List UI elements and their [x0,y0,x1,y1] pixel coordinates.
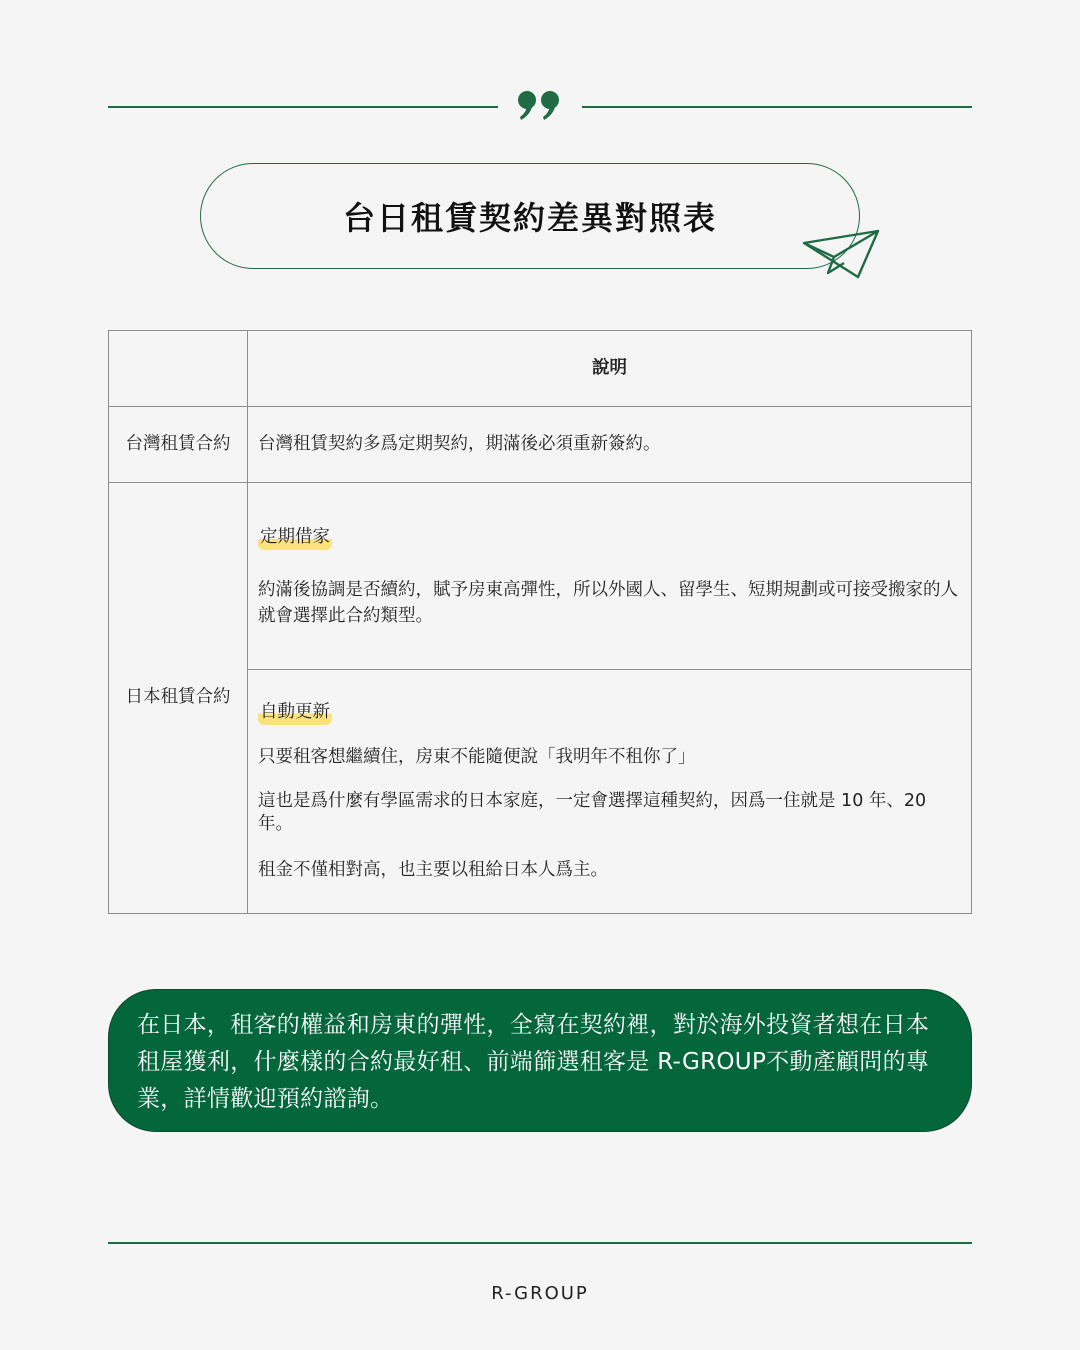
header-description: 說明 [248,331,972,407]
table-row [109,483,972,670]
paper-plane-icon [800,225,884,285]
japan-auto-renew-cell [248,670,972,914]
table-header-row [109,331,972,407]
taiwan-description: 台灣租賃契約多爲定期契約，期滿後必須重新簽約。 [248,407,972,483]
highlight-tag: 定期借家 [258,525,332,550]
header-empty-cell [109,331,248,407]
cta-box [108,989,972,1132]
footer-brand: R-GROUP [491,1283,589,1304]
comparison-table [108,330,972,914]
auto-renew-paragraph-1: 只要租客想繼續住，房東不能隨便說「我明年不租你了」 [258,747,696,768]
fixed-term-paragraph: 約滿後協調是否續約，賦予房東高彈性，所以外國人、留學生、短期規劃或可接受搬家的人就會選擇此合約類型。 [258,580,958,626]
category-japan: 日本租賃合約 [109,483,248,914]
cta-text: 在日本，租客的權益和房東的彈性，全寫在契約裡，對於海外投資者想在日本租屋獲利，什麼樣的合約最好租、前端篩選租客是 R-GROUP不動產顧問的專業，詳情歡迎預約諮詢。 [137,1012,930,1112]
top-rule-left [108,106,498,108]
auto-renew-paragraph-3: 租金不僅相對高，也主要以租給日本人爲主。 [258,859,608,880]
page-title: 台日租賃契約差異對照表 [342,199,717,237]
title-pill [200,163,860,269]
table-row [109,407,972,483]
japan-fixed-term-cell [248,483,972,670]
top-rule-right [582,106,972,108]
quote-icon [516,80,564,128]
bottom-rule [108,1242,972,1244]
highlight-tag: 自動更新 [258,700,332,725]
auto-renew-paragraph-2: 這也是爲什麼有學區需求的日本家庭，一定會選擇這種契約，因爲一住就是 10 年、20年。 [258,791,927,835]
category-taiwan: 台灣租賃合約 [109,407,248,483]
